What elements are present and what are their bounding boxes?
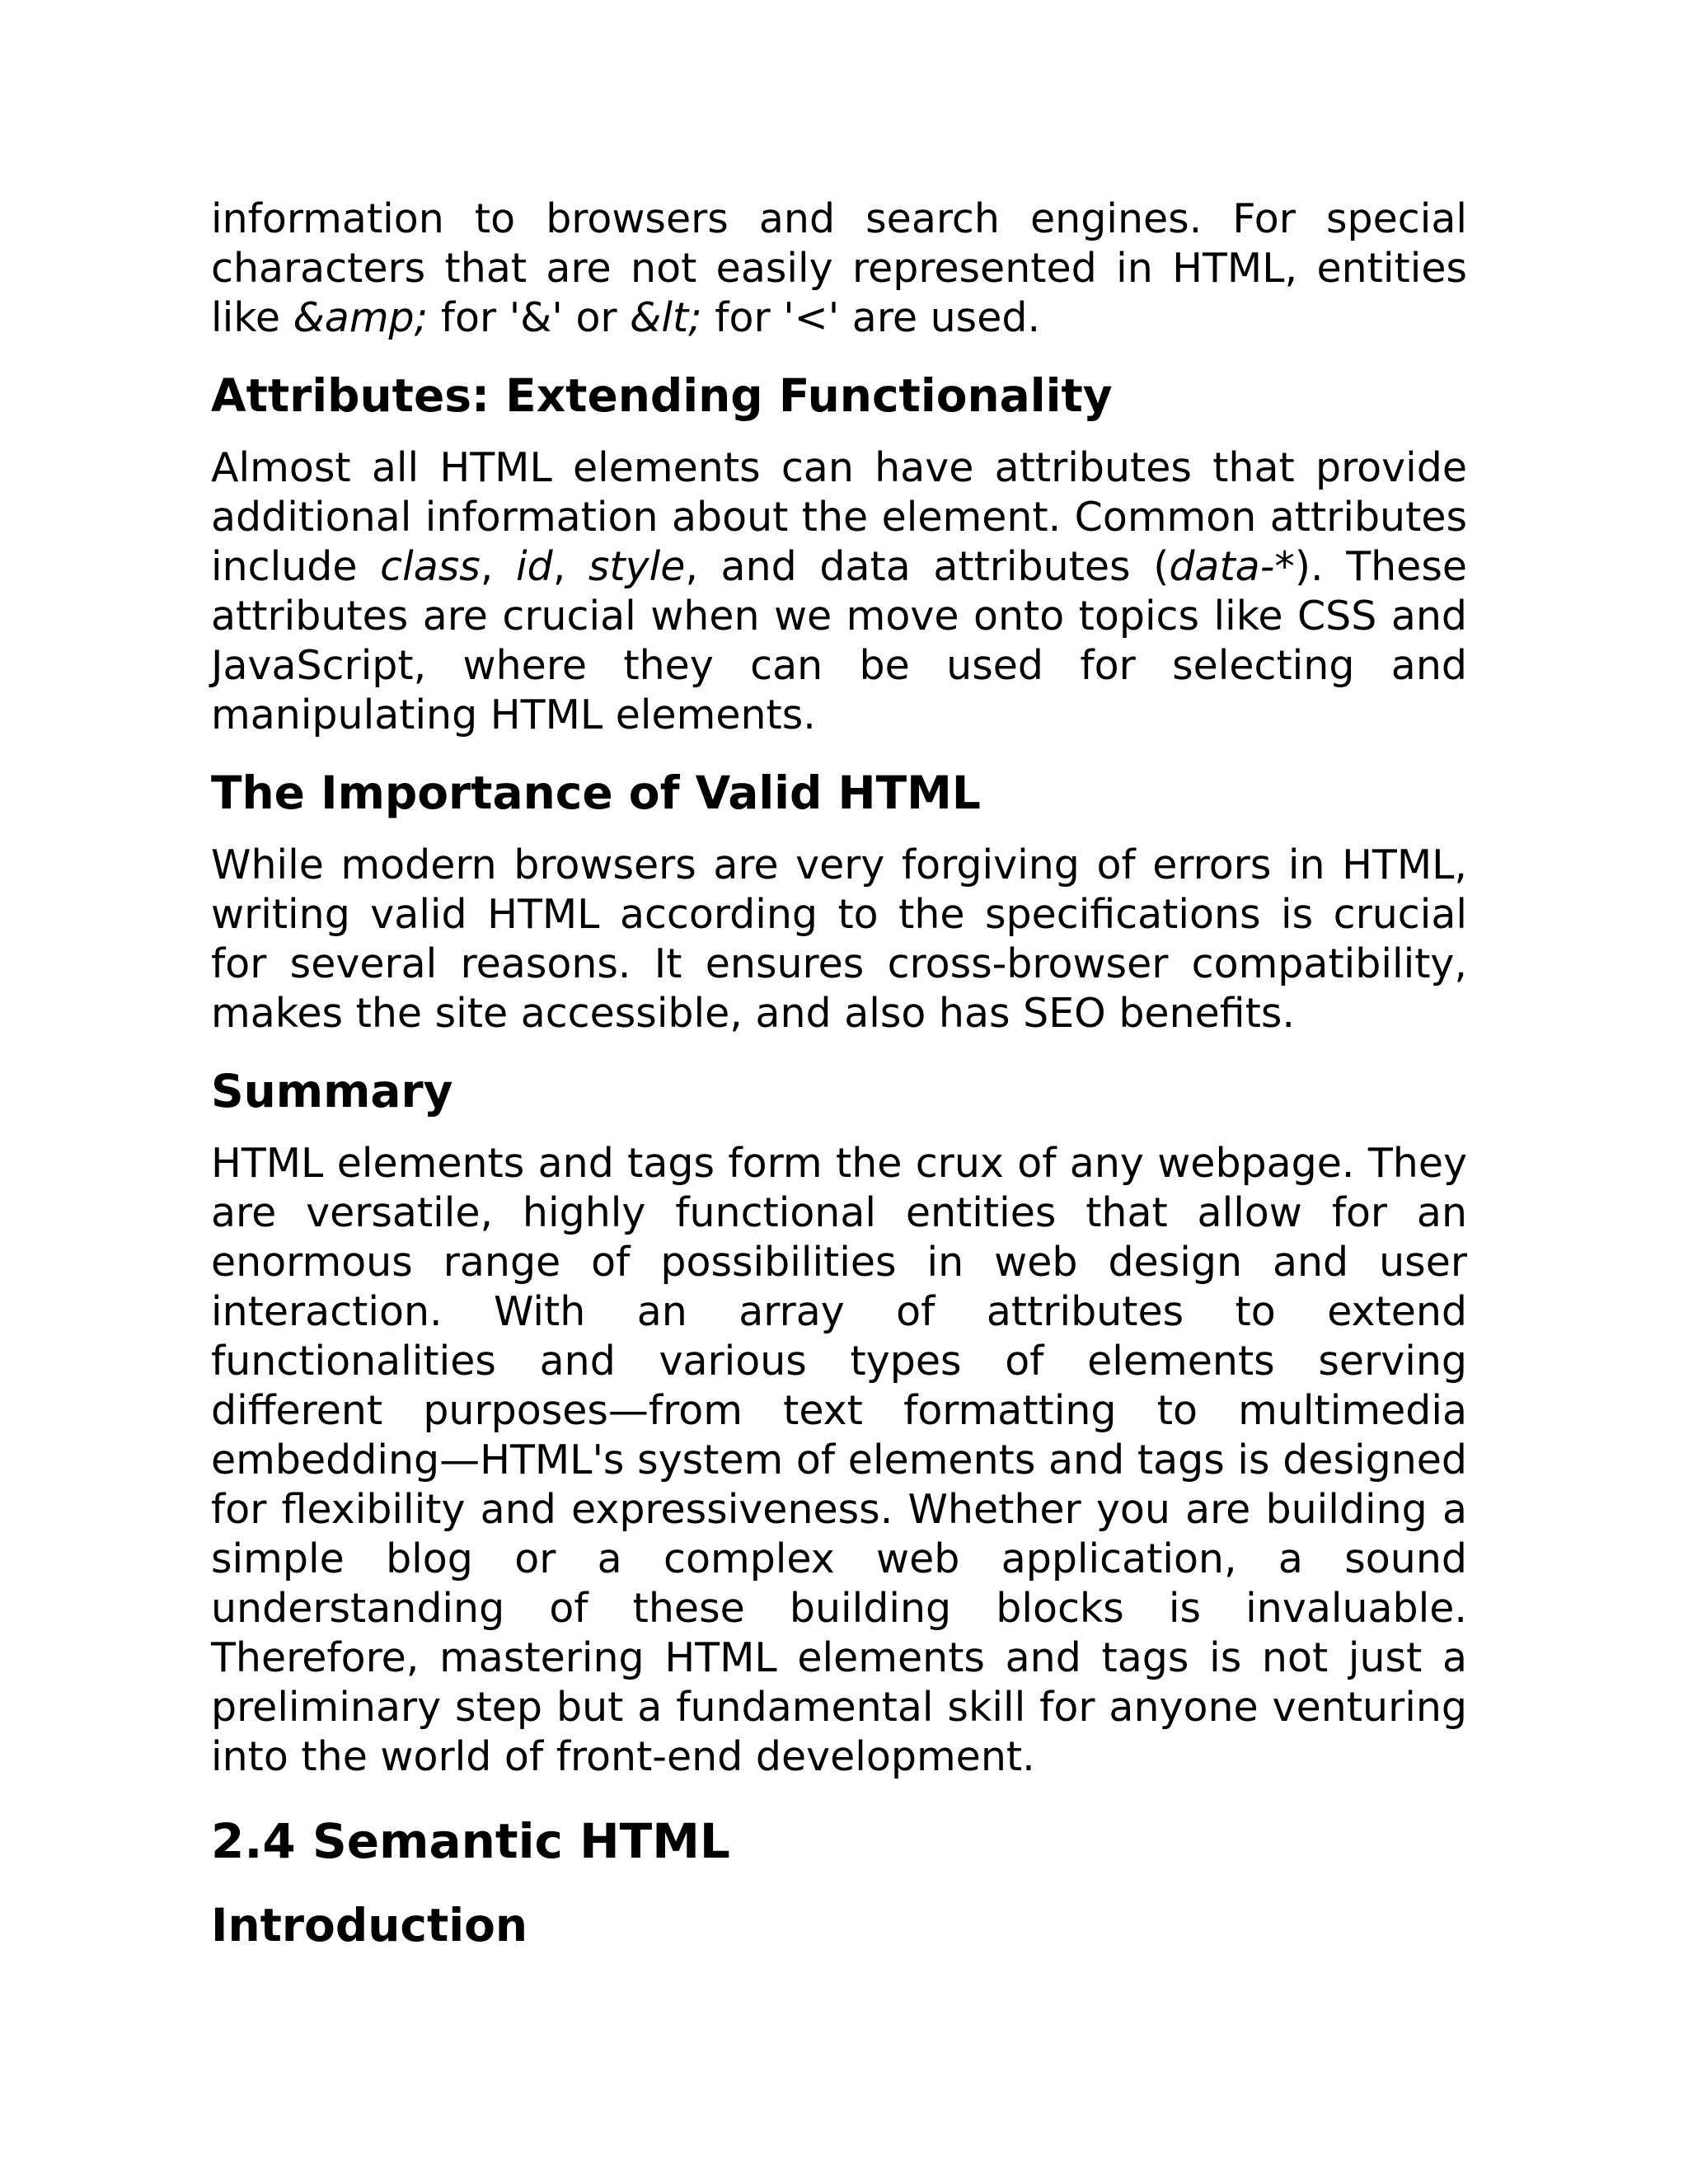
entity-amp-example: &amp;: [293, 294, 429, 341]
entity-lt-example: &lt;: [630, 294, 702, 341]
heading-valid-html: The Importance of Valid HTML: [211, 766, 981, 819]
paragraph-entities: [211, 194, 1467, 343]
paragraph-text: for '&' or: [428, 294, 631, 341]
attribute-data: data-*: [1169, 543, 1295, 590]
paragraph-text: Almost all HTML elements can have attributes that provide additional information about the element. Common attributes include: [211, 444, 1467, 590]
paragraph-text: information to browsers and search engines. For special characters that are not easily represented in HTML, entities like: [211, 195, 1467, 341]
separator: ,: [480, 543, 516, 590]
paragraph-attributes: [211, 443, 1467, 740]
heading-attributes: Attributes: Extending Functionality: [211, 369, 1113, 422]
heading-summary: Summary: [211, 1065, 453, 1118]
paragraph-valid-html: While modern browsers are very forgiving of errors in HTML, writing valid HTML according to the specifications is crucial for several reasons. It ensures cross-browser compatibility, makes the site accessible, and also has SEO benefits.: [211, 841, 1467, 1037]
attribute-class: class: [380, 543, 481, 590]
paragraph-text: ). These attributes are crucial when we move onto topics like CSS and JavaScript, where they can be used for selecting and manipulating HTML elements.: [211, 543, 1468, 738]
paragraph-text: for '<' are used.: [701, 294, 1041, 341]
paragraph-summary: HTML elements and tags form the crux of any webpage. They are versatile, highly functional entities that allow for an enormous range of possibilities in web design and user interaction. With an array of attributes to extend functionalities and various types of elements serving different purposes—from text formatting to multimedia embedding—HTML's system of elements and tags is designed for flexibility and expressiveness. Whether you are building a simple blog or a complex web application, a sound understanding of these building blocks is invaluable. Therefore, mastering HTML elements and tags is not just a preliminary step but a fundamental skill for anyone venturing into the world of front-end development.: [211, 1140, 1467, 1780]
attribute-id: id: [515, 543, 553, 590]
page-content: [211, 194, 1467, 1973]
heading-introduction: Introduction: [211, 1899, 528, 1952]
paragraph-text: , and data attributes (: [685, 543, 1170, 590]
section-heading-semantic-html: 2.4 Semantic HTML: [211, 1813, 730, 1869]
separator: ,: [552, 543, 588, 590]
attribute-style: style: [588, 543, 686, 590]
